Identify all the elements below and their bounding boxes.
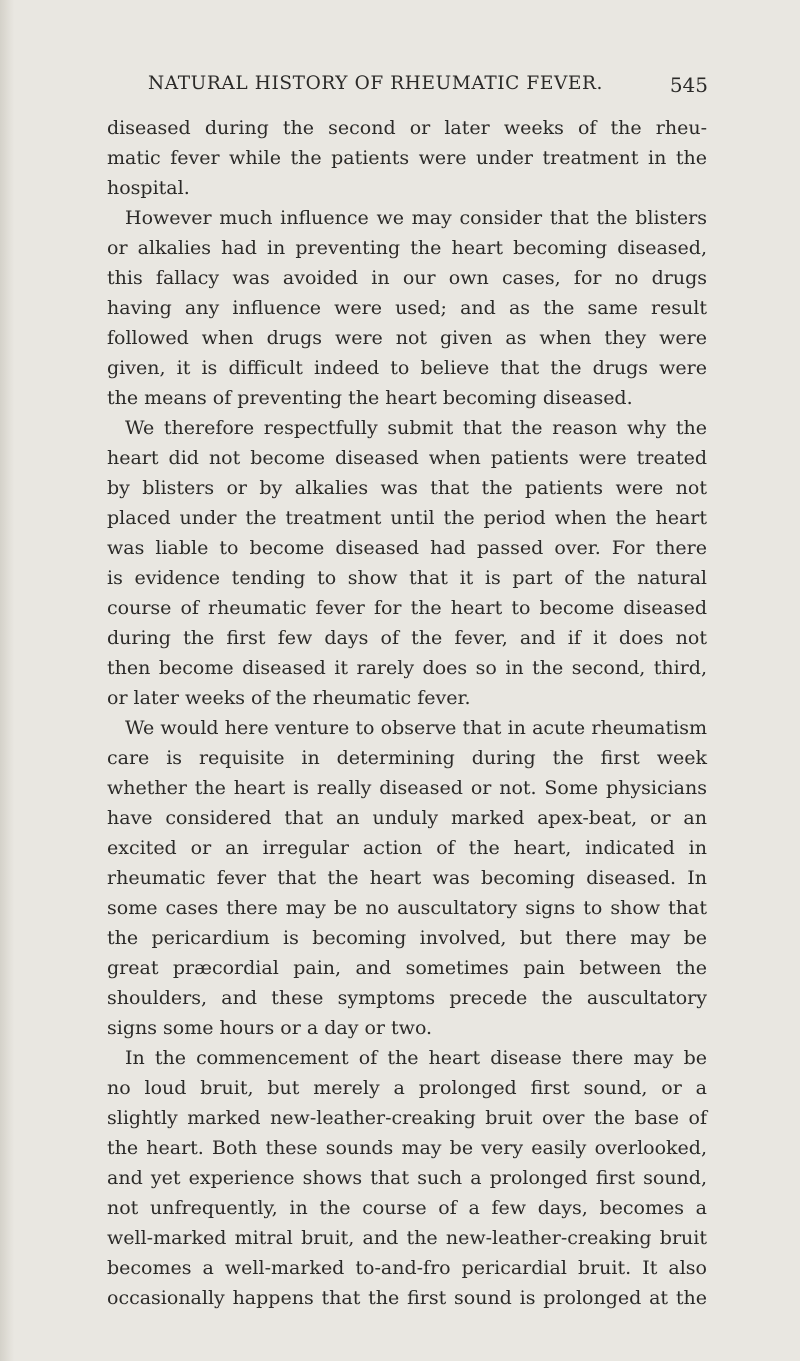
text-line: excited or an irregular action of the heart, indicated in (107, 837, 707, 859)
text-line: becomes a well-marked to-and-fro pericardial bruit. It also (107, 1257, 707, 1279)
text-line: shoulders, and these symptoms precede the auscultatory (107, 987, 707, 1009)
text-line: care is requisite in determining during the first week (107, 747, 707, 769)
text-line: some cases there may be no auscultatory signs to show that (107, 897, 707, 919)
paragraph (107, 113, 707, 203)
paragraph (107, 203, 707, 413)
text-line: was liable to become diseased had passed over. For there (107, 537, 707, 559)
text-line: and yet experience shows that such a prolonged first sound, (107, 1167, 707, 1189)
text-line: well-marked mitral bruit, and the new-leather-creaking bruit (107, 1227, 707, 1249)
text-line: is evidence tending to show that it is part of the natural (107, 567, 707, 589)
body-text (107, 113, 707, 1313)
text-line: heart did not become diseased when patients were treated (107, 447, 707, 469)
text-line: great præcordial pain, and sometimes pain between the (107, 957, 707, 979)
text-line: followed when drugs were not given as when they were (107, 327, 707, 349)
text-line: by blisters or by alkalies was that the patients were not (107, 477, 707, 499)
text-line: during the first few days of the fever, and if it does not (107, 627, 707, 649)
paragraph (107, 713, 707, 1043)
paragraph (107, 413, 707, 713)
text-line: course of rheumatic fever for the heart to become diseased (107, 597, 707, 619)
text-line: We would here venture to observe that in acute rheumatism (125, 717, 707, 739)
text-line: the means of preventing the heart becoming diseased. (107, 387, 633, 409)
text-line: diseased during the second or later weeks of the rheu- (107, 117, 707, 139)
text-line: the heart. Both these sounds may be very easily overlooked, (107, 1137, 707, 1159)
running-head: NATURAL HISTORY OF RHEUMATIC FEVER. (148, 73, 604, 94)
text-line: occasionally happens that the first sound is prolonged at the (107, 1287, 707, 1309)
text-line: In the commencement of the heart disease there may be (125, 1047, 707, 1069)
paragraph (107, 1043, 707, 1313)
text-line: not unfrequently, in the course of a few days, becomes a (107, 1197, 707, 1219)
text-line: whether the heart is really diseased or not. Some physicians (107, 777, 707, 799)
text-line: or later weeks of the rheumatic fever. (107, 687, 471, 709)
text-line: the pericardium is becoming involved, but there may be (107, 927, 707, 949)
text-line: We therefore respectfully submit that the reason why the (125, 417, 707, 439)
text-line: placed under the treatment until the period when the heart (107, 507, 707, 529)
text-line: this fallacy was avoided in our own cases, for no drugs (107, 267, 707, 289)
text-line: signs some hours or a day or two. (107, 1017, 433, 1039)
text-line: matic fever while the patients were under treatment in the (107, 147, 707, 169)
page-number: 545 (669, 73, 708, 97)
text-line: given, it is difficult indeed to believe that the drugs were (107, 357, 707, 379)
text-line: no loud bruit, but merely a prolonged first sound, or a (107, 1077, 707, 1099)
text-line: hospital. (107, 177, 190, 199)
text-line: then become diseased it rarely does so in the second, third, (107, 657, 707, 679)
text-line: However much influence we may consider that the blisters (125, 207, 707, 229)
page-edge-shadow (0, 0, 14, 1361)
text-line: or alkalies had in preventing the heart becoming diseased, (107, 237, 707, 259)
text-line: slightly marked new-leather-creaking bruit over the base of (107, 1107, 707, 1129)
text-line: rheumatic fever that the heart was becoming diseased. In (107, 867, 707, 889)
page-header (148, 73, 708, 103)
text-line: have considered that an unduly marked apex-beat, or an (107, 807, 707, 829)
text-line: having any influence were used; and as the same result (107, 297, 707, 319)
